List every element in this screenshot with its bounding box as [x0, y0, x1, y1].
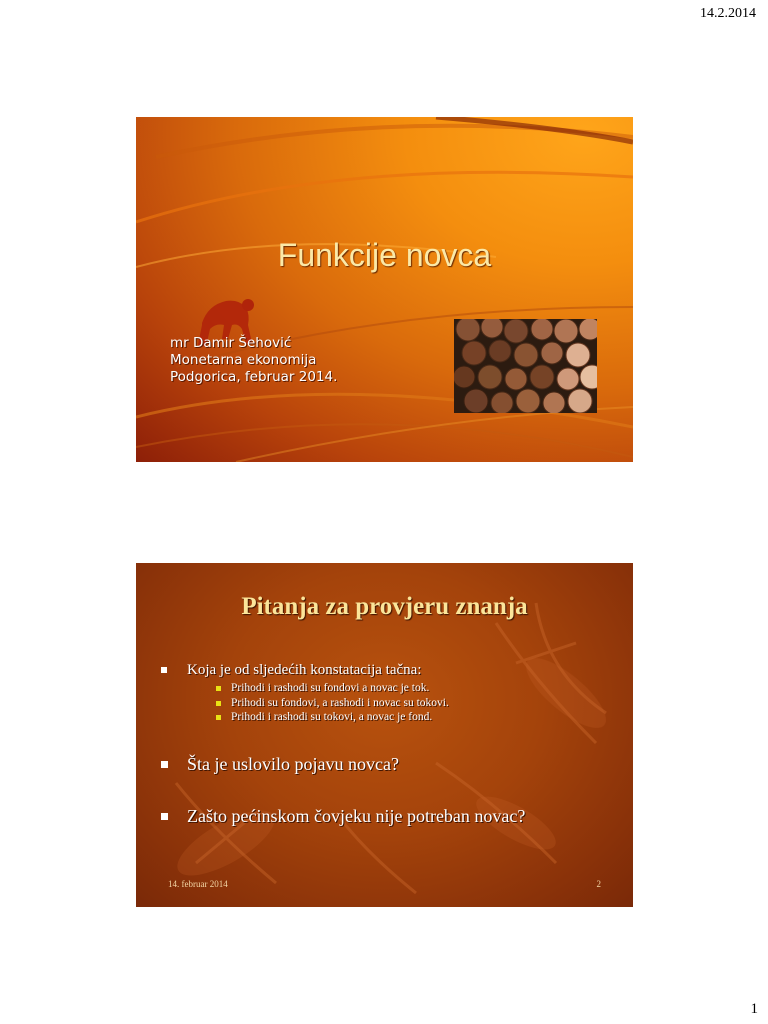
bullet-text: Koja je od sljedećih konstatacija tačna:: [187, 662, 422, 678]
sub-item-text: Prihodi i rashodi su fondovi a novac je tok.: [231, 682, 430, 694]
bullet-list: [158, 661, 623, 827]
slide-2-title: Pitanja za provjeru znanja: [241, 593, 528, 620]
coins-photo: [454, 319, 597, 413]
bullet-text: Zašto pećinskom čovjeku nije potreban novac?: [187, 805, 526, 826]
bullet-text: Šta je uslovilo pojavu novca?: [187, 753, 399, 774]
sub-item-text: Prihodi su fondovi, a rashodi i novac su tokovi.: [231, 696, 449, 709]
page-number: 1: [750, 1001, 758, 1017]
square-bullet-icon: [161, 667, 167, 673]
slide-2: [136, 563, 633, 907]
square-bullet-icon: [161, 813, 168, 820]
list-item: [158, 661, 623, 725]
list-item: [158, 805, 623, 827]
square-bullet-icon: [216, 701, 221, 706]
slide-1-title: Funkcije novca: [277, 237, 492, 273]
author-name: mr Damir Šehović: [170, 335, 292, 351]
sub-list-item: [213, 696, 623, 711]
sub-list: [187, 681, 623, 725]
sub-list-item: [213, 710, 623, 725]
square-bullet-icon: [216, 686, 221, 691]
slide-footer-date: 14. februar 2014: [168, 879, 228, 889]
place-date: Podgorica, februar 2014.: [170, 369, 338, 385]
page-date: 14.2.2014: [700, 6, 756, 21]
slide-1-author-block: [170, 335, 337, 386]
course-name: Monetarna ekonomija: [170, 352, 317, 368]
sub-item-text: Prihodi i rashodi su tokovi, a novac je fond.: [231, 711, 433, 723]
list-item: [158, 753, 623, 775]
sub-list-item: [213, 681, 623, 696]
slide-1: [136, 117, 633, 462]
square-bullet-icon: [216, 715, 221, 720]
square-bullet-icon: [161, 761, 168, 768]
slide-number: 2: [596, 879, 601, 889]
